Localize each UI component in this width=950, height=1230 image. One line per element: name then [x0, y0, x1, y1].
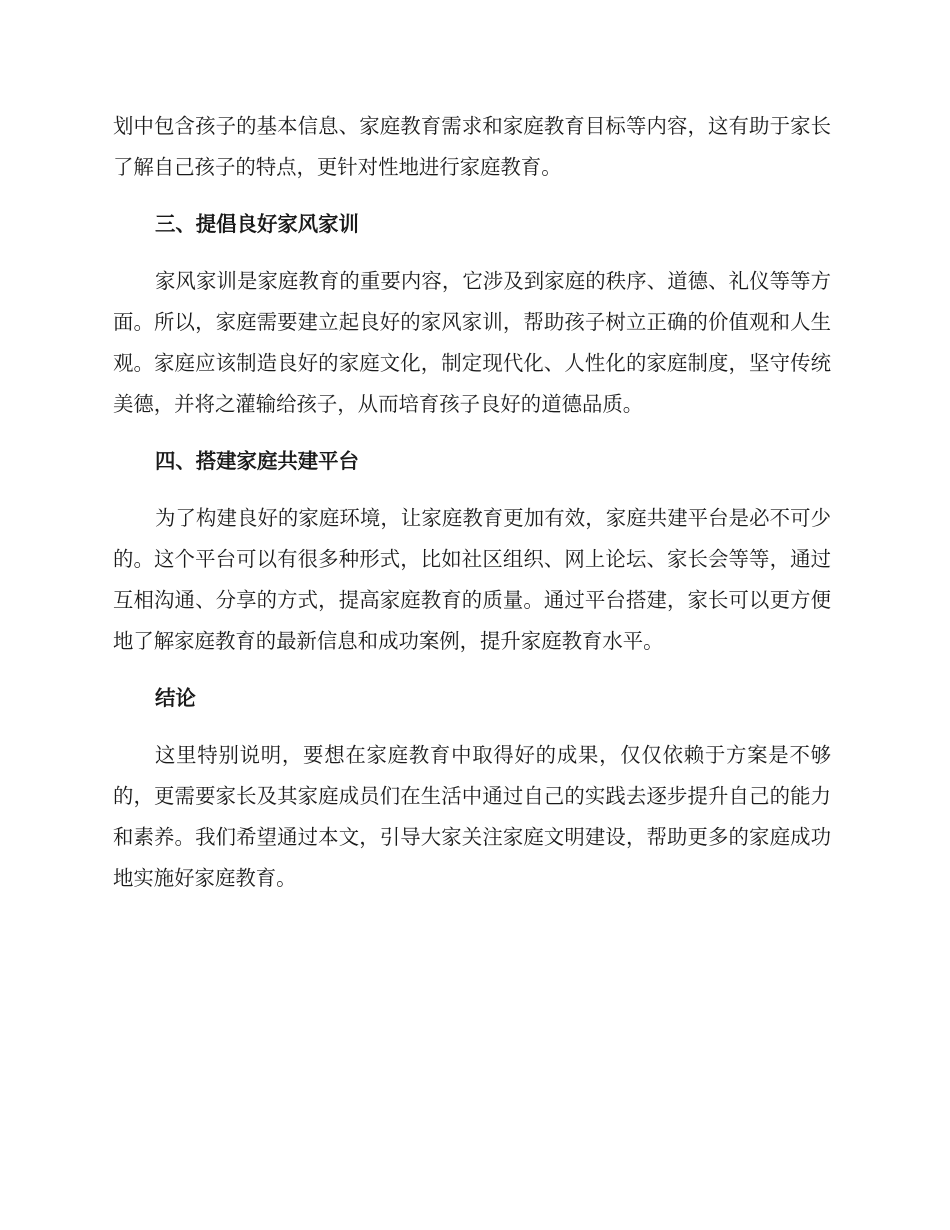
- paragraph-co-building-platform: 为了构建良好的家庭环境，让家庭教育更加有效，家庭共建平台是必不可少的。这个平台可以有很多种形式，比如社区组织、网上论坛、家长会等等，通过互相沟通、分享的方式，提高家庭教育的质量。通过平台搭建，家长可以更方便地了解家庭教育的最新信息和成功案例，提升家庭教育水平。: [113, 506, 831, 653]
- paragraph-conclusion: 这里特别说明，要想在家庭教育中取得好的成果，仅仅依赖于方案是不够的，更需要家长及其家庭成员们在生活中通过自己的实践去逐步提升自己的能力和素养。我们希望通过本文，引导大家关注家庭文明建设，帮助更多的家庭成功地实施好家庭教育。: [113, 743, 831, 890]
- conclusion-heading: 结论: [155, 686, 196, 710]
- paragraph-continuation: 划中包含孩子的基本信息、家庭教育需求和家庭教育目标等内容，这有助于家长了解自己孩子的特点，更针对性地进行家庭教育。: [113, 114, 831, 179]
- document-body: [113, 106, 831, 899]
- paragraph-family-tradition: 家风家训是家庭教育的重要内容，它涉及到家庭的秩序、道德、礼仪等等方面。所以，家庭需要建立起良好的家风家训，帮助孩子树立正确的价值观和人生观。家庭应该制造良好的家庭文化，制定现代化、人性化的家庭制度，坚守传统美德，并将之灌输给孩子，从而培育孩子良好的道德品质。: [113, 269, 831, 416]
- section-heading-4: 四、搭建家庭共建平台: [155, 449, 359, 473]
- section-heading-3: 三、提倡良好家风家训: [155, 212, 359, 236]
